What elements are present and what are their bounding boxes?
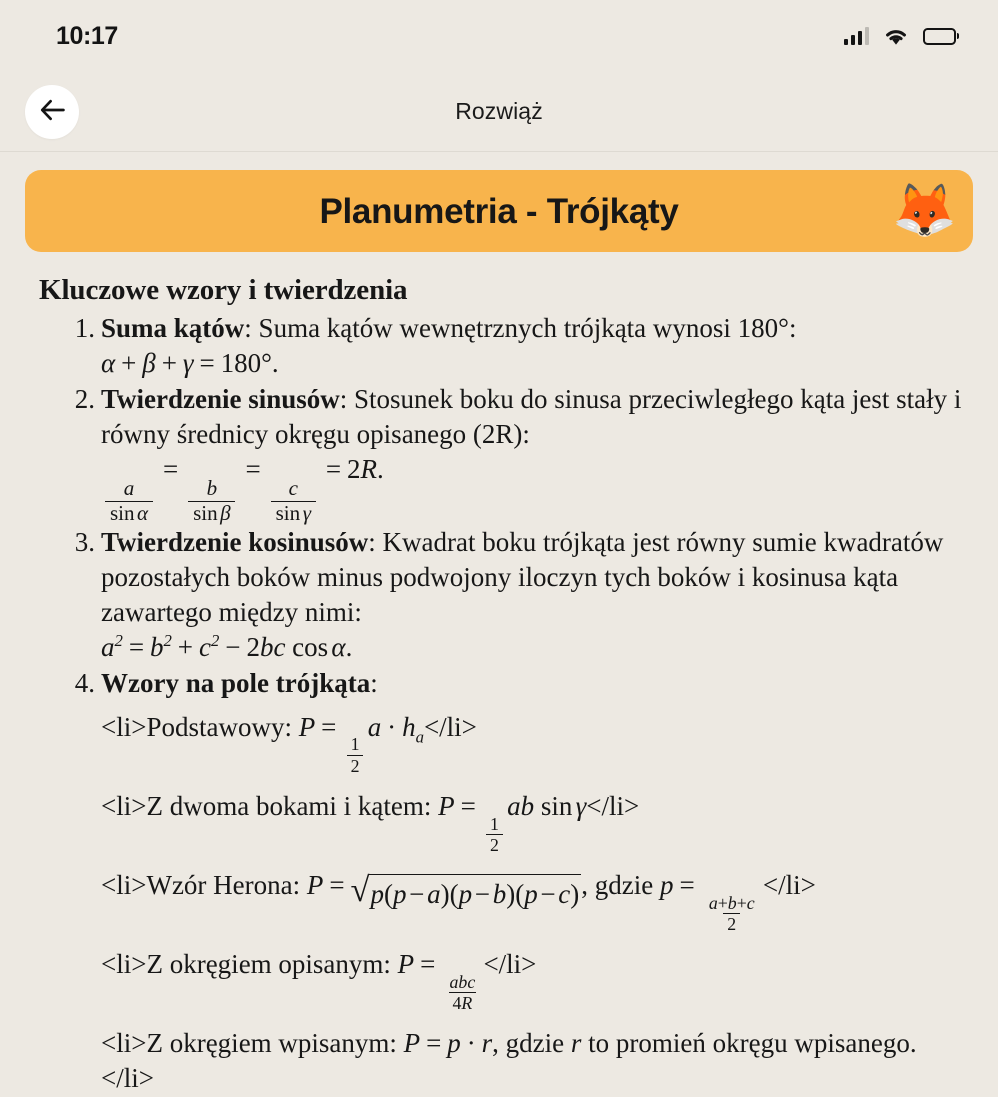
math-equals: = — [245, 454, 261, 485]
item-body: Stosunek boku do sinusa przeciwległego kąta jest stały i równy średnicy okręgu opisanego (2R): — [101, 384, 962, 450]
literal-close-li-tag: </li> — [762, 869, 816, 900]
status-bar — [0, 0, 998, 72]
formula-heron: P = √ p(p−a)(p−b)(p−c) — [307, 870, 581, 900]
topic-banner — [25, 170, 973, 252]
math-equals: = — [325, 454, 342, 485]
formula-law-of-sines — [101, 452, 973, 524]
back-button[interactable] — [25, 85, 79, 139]
fox-face-emoji: 🦊 — [892, 182, 957, 240]
math-gamma: γ — [182, 348, 194, 379]
math-2: 2 — [246, 632, 260, 663]
math-abc: abc — [449, 971, 476, 992]
math-plus: + — [161, 348, 177, 379]
content-scroll-area[interactable] — [0, 152, 998, 1097]
math-a: a — [123, 476, 135, 501]
semiperimeter-denominator: 2 — [723, 913, 740, 933]
math-b: b — [206, 476, 218, 501]
math-b: b — [149, 632, 164, 663]
square-root — [350, 870, 582, 912]
literal-close-li-tag: </li> — [483, 948, 537, 979]
math-equals: = — [199, 348, 215, 379]
math-beta: β — [142, 348, 156, 379]
fraction-c-over-sin-gamma — [271, 478, 316, 524]
sub-item-label: Z okręgiem opisanym: — [146, 948, 398, 979]
math-c: c — [288, 476, 298, 501]
list-item — [25, 525, 973, 665]
formula-area-inscribed: P = p · r — [403, 1028, 493, 1059]
list-item — [101, 947, 973, 1012]
math-R: R — [360, 454, 378, 485]
list-item — [25, 382, 973, 524]
item-body: Kwadrat boku trójkąta jest równy sumie kwadratów pozostałych boków minus podwojony iloczyn tych boków i kosinusa kąta zawartego między nimi: — [101, 527, 944, 628]
cellular-signal-icon — [844, 27, 870, 45]
math-sin-beta: sin β — [188, 501, 235, 524]
sub-item-label: Z dwoma bokami i kątem: — [146, 790, 439, 821]
item-term: Wzory na pole trójkąta — [101, 668, 371, 699]
fraction-abc-over-4R — [446, 973, 480, 1012]
item-separator: : — [339, 384, 348, 415]
math-b: b — [259, 632, 274, 663]
fraction-semiperimeter — [705, 894, 759, 933]
math-exponent-2: 2 — [163, 631, 172, 651]
item-separator: : — [370, 668, 378, 699]
semiperimeter-numerator: a+b+c — [708, 892, 755, 913]
item-body: Suma kątów wewnętrznych trójkąta wynosi 180°: — [251, 313, 797, 343]
literal-close-li-tag: </li> — [586, 790, 640, 821]
math-degree: ° — [261, 348, 272, 379]
math-a: a — [101, 632, 115, 663]
math-equals: = — [128, 632, 145, 663]
sub-item-label: Podstawowy: — [146, 711, 299, 742]
formula-law-of-cosines — [101, 630, 973, 665]
radicand: p(p−a)(p−b)(p−c) — [369, 874, 581, 912]
literal-open-li-tag: <li> — [101, 869, 147, 900]
sub-item-label: Wzór Herona: — [146, 869, 307, 900]
list-item — [101, 789, 973, 854]
math-period: . — [345, 632, 353, 663]
item-separator: : — [368, 527, 376, 558]
literal-open-li-tag: <li> — [101, 1028, 147, 1059]
math-minus: − — [225, 632, 241, 663]
math-period: . — [377, 454, 384, 485]
math-cos: cos — [292, 632, 329, 663]
status-bar-icons — [844, 27, 957, 46]
inscribed-tail-text: to promień okręgu wpisanego. — [581, 1028, 917, 1059]
fraction-one-half: $\frac{1}{2}$ — [486, 815, 503, 854]
math-r: r — [570, 1028, 582, 1059]
list-item — [101, 1026, 973, 1096]
arrow-left-icon — [39, 99, 66, 124]
math-exponent-2: 2 — [210, 631, 220, 651]
topic-banner-title: Planumetria - Trójkąty — [319, 191, 679, 231]
formula-semiperimeter: p = $\frac{a+b+c}{2}$ — [660, 870, 763, 900]
math-c: c — [273, 632, 286, 663]
math-sin-alpha: sin α — [105, 501, 152, 524]
formula-area-circumscribed: P = $\frac{\text{abc}}{4R}$ — [398, 949, 484, 979]
section-heading: Kluczowe wzory i twierdzenia — [39, 274, 408, 306]
math-4R: 4R — [449, 992, 477, 1012]
math-equals: = — [162, 454, 179, 485]
math-exponent-2: 2 — [114, 631, 123, 651]
list-item — [25, 311, 973, 381]
formula-area-two-sides-angle: P = $\frac{1}{2}$ ab sin γ — [438, 790, 587, 855]
math-period: . — [271, 348, 279, 379]
math-sin-gamma: sin γ — [271, 501, 316, 524]
formula-angle-sum — [101, 346, 973, 381]
math-alpha: α — [101, 348, 116, 379]
math-180: 180 — [220, 348, 262, 379]
fraction-b-over-sin-beta — [188, 478, 235, 524]
literal-close-li-tag: </li> — [423, 711, 477, 742]
math-alpha: α — [331, 632, 346, 663]
navigation-bar — [0, 72, 998, 152]
literal-open-li-tag: <li> — [101, 790, 147, 821]
inscribed-gdzie-text: , gdzie — [492, 1028, 571, 1059]
item-separator: : — [244, 313, 252, 343]
formula-list — [25, 311, 973, 1096]
literal-open-li-tag: <li> — [101, 711, 147, 742]
math-2: 2 — [347, 454, 361, 485]
wifi-icon — [883, 27, 909, 46]
literal-open-li-tag: <li> — [101, 948, 147, 979]
math-plus: + — [177, 632, 194, 663]
item-term: Suma kątów — [101, 313, 245, 343]
sub-item-label: Z okręgiem wpisanym: — [146, 1028, 404, 1059]
list-item — [101, 710, 973, 775]
math-c: c — [198, 632, 211, 663]
item-term: Twierdzenie sinusów — [101, 384, 340, 415]
fraction-one-half: $\frac{1}{2}$ — [347, 735, 364, 774]
page-title: Rozwiąż — [455, 98, 543, 124]
item-term: Twierdzenie kosinusów — [101, 527, 369, 558]
math-subscript-a: a — [415, 726, 424, 746]
literal-close-li-tag: </li> — [101, 1063, 154, 1094]
formula-area-base-height: P = $\frac{1}{2}$ $a \cdot h_a$ — [298, 711, 424, 776]
math-plus: + — [121, 348, 137, 379]
status-bar-time: 10:17 — [56, 21, 118, 50]
radical-sign: √ — [350, 870, 370, 909]
heron-gdzie-text: , gdzie — [581, 869, 661, 900]
area-formula-sublist — [101, 710, 973, 1097]
list-item — [101, 868, 973, 933]
battery-icon — [923, 28, 956, 45]
lesson-article — [0, 252, 998, 1096]
fraction-a-over-sin-alpha — [105, 478, 152, 524]
list-item — [25, 666, 973, 1096]
